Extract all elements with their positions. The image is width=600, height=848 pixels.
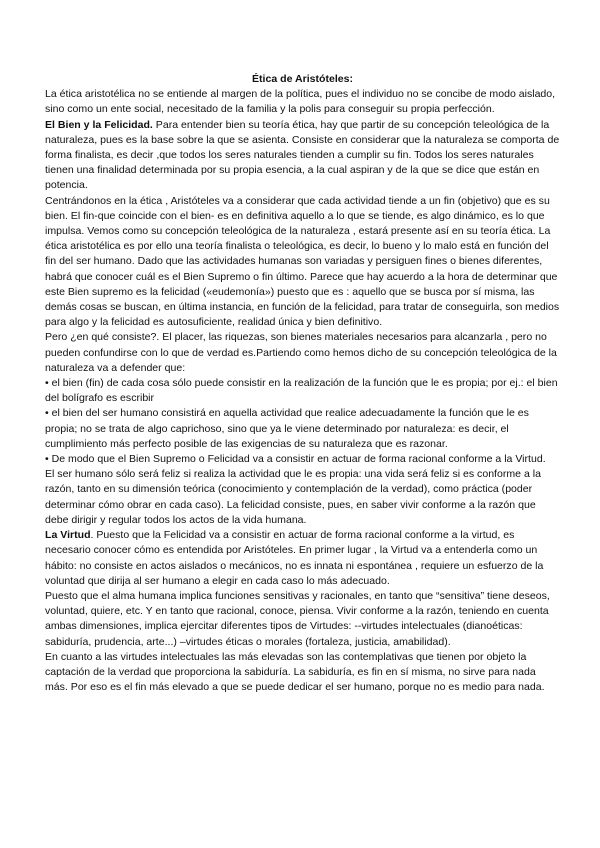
bullet-text: • De modo que el Bien Supremo o Felicidad va a consistir en actuar de forma racional conforme a la Virtud. [45, 453, 546, 466]
section-heading-bien-felicidad: El Bien y la Felicidad. [45, 118, 153, 131]
bullet-text: • el bien del ser humano consistirá en aquella actividad que realice adecuadamente la función que le es propia; no se trata de algo caprichoso, sino que ya le viene determinado por naturaleza: es decir, el cumplimiento más perfecto posible de las exigencias de su naturaleza que es razonar. [45, 407, 529, 450]
paragraph-bien-felicidad [45, 118, 560, 194]
paragraph-text: Puesto que el alma humana implica funciones sensitivas y racionales, en tanto que “sensitiva” tiene deseos, voluntad, quiere, etc. Y en tanto que racional, conoce, piensa. Vivir conforme a la razón, teniendo en cuenta ambas dimensiones, implica ejercitar diferentes tipos de Virtudes: --virtudes intelectuales (dianoéticas: sabiduría, prudencia, arte...) –virtudes éticas o morales (fortaleza, justicia, amabilidad). [45, 589, 550, 648]
bullet-item-bien-fin [45, 376, 560, 406]
paragraph-text: Pero ¿en qué consiste?. El placer, las riquezas, son bienes materiales necesarios para alcanzarla , pero no pueden confundirse con lo que de verdad es.Partiendo como hemos dicho de su concepción teleológica de la naturaleza va a defender que: [45, 331, 557, 374]
paragraph-text: El ser humano sólo será feliz si realiza la actividad que le es propia: una vida será feliz si es conforme a la razón, tanto en su dimensión teórica (conocimiento y contemplación de la verdad), como práctica (poder determinar cómo obrar en cada caso). La felicidad consiste, pues, en saber vivir conforme a la razón que debe dirigir y regular todos los actos de la vida humana. [45, 468, 541, 526]
bullet-item-bien-supremo [45, 452, 560, 467]
section-heading-virtud: La Virtud [45, 529, 91, 542]
paragraph-consiste [45, 330, 560, 376]
paragraph-text: Centrándonos en la ética , Aristóteles va a considerar que cada actividad tiende a un fin (objetivo) que es su bien. El fin-que coincide con el bien- es en definitiva aquello a lo que se tiende, es algo dinámico, es lo que impulsa. Vemos como su concepción teleológica de la naturaleza , estará presente así en su teoría ética. La ética aristotélica es por ello una teoría finalista o teleológica, es decir, lo bueno y lo malo está en función del fin del ser humano. Dado que las actividades humanas son variadas y persiguen fines o bienes diferentes, habrá que conocer cuál es el Bien Supremo o fin último. Parece que hay acuerdo a la hora de determinar que este Bien supremo es la felicidad («eudemonía») puesto que es : aquello que se busca por sí misma, las demás cosas se buscan, en última instancia, en función de la felicidad, para tratar de conseguirla, son medios para algo y la felicidad es autosuficiente, realidad única y bien definitivo. [45, 194, 560, 329]
bullet-item-bien-humano [45, 406, 560, 452]
paragraph-intro [45, 87, 560, 117]
document-title: Ética de Aristóteles: [251, 73, 353, 85]
paragraph-text: En cuanto a las virtudes intelectuales las más elevadas son las contemplativas que tienen por objeto la captación de la verdad que proporciona la sabiduría. La sabiduría, es fin en sí misma, no sirve para nada más. Por eso es el fin más elevado a que se puede dedicar el ser humano, porque no es medio para nada. [45, 650, 545, 694]
paragraph-etica [45, 194, 560, 331]
bullet-text: • el bien (fin) de cada cosa sólo puede consistir en la realización de la función que le es propia; por ej.: el bien del bolígrafo es escribir [45, 377, 558, 405]
paragraph-ser-humano [45, 467, 560, 528]
document-page [45, 72, 560, 695]
paragraph-alma [45, 589, 560, 650]
paragraph-virtudes-intelectuales [45, 650, 560, 696]
paragraph-text: . Puesto que la Felicidad va a consistir en actuar de forma racional conforme a la virtud, es necesario conocer cómo es entendida por Aristóteles. En primer lugar , la Virtud va a entenderla como un hábito: no consiste en actos aislados o mecánicos, no es innata ni espontánea , requiere un esfuerzo de la voluntad que dirija al ser humano a elegir en cada caso lo más adecuado. [45, 529, 544, 587]
paragraph-text: Para entender bien su teoría ética, hay que partir de su concepción teleológica de la naturaleza, pues es la base sobre la que se asienta. Consiste en considerar que la naturaleza se comporta de forma finalista, es decir ,que todos los seres naturales tienden a cumplir su fin. Todos los seres naturales tienen una finalidad determinada por su propia esencia, a la cual aspiran y de la que se dice que están en potencia. [45, 118, 560, 192]
paragraph-virtud [45, 528, 560, 589]
paragraph-text: La ética aristotélica no se entiende al margen de la política, pues el individuo no se concibe de modo aislado, sino como un ente social, necesitado de la familia y la polis para conseguir su propia perfección. [45, 88, 556, 116]
